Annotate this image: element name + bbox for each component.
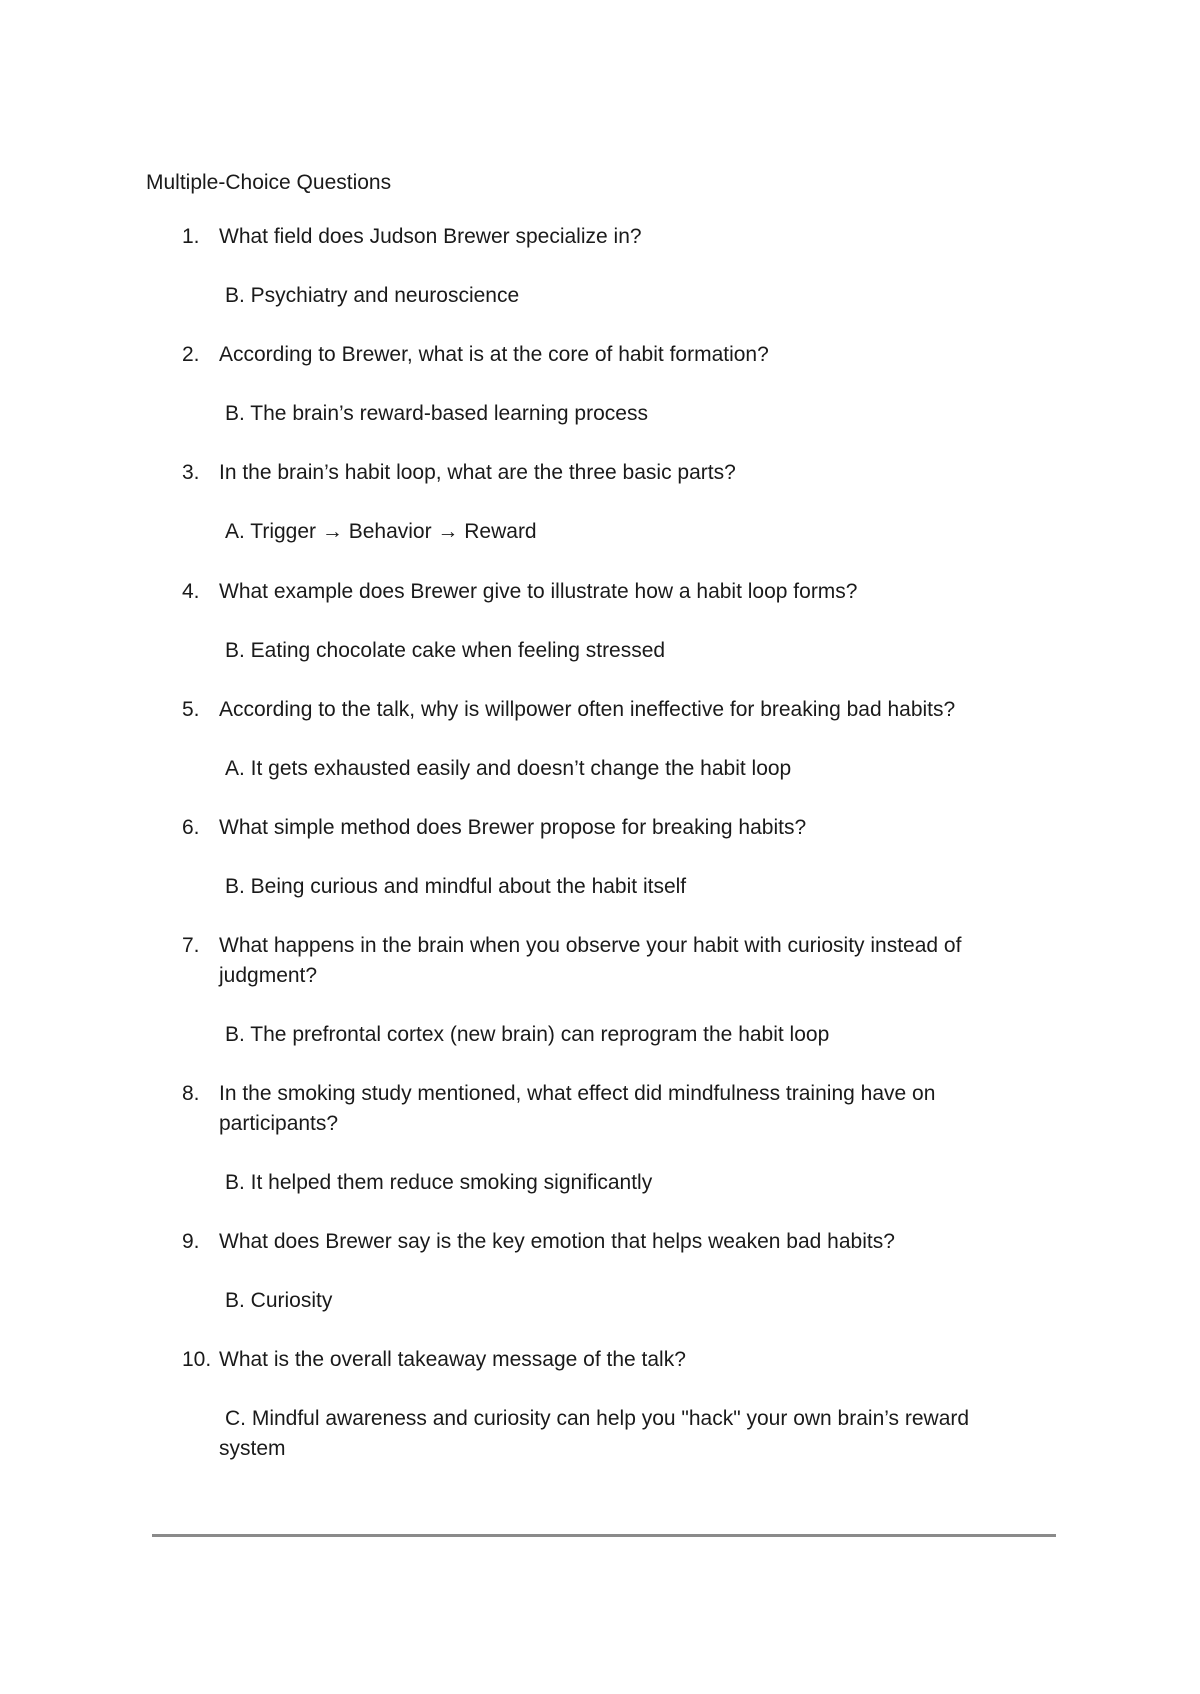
answer-text: A. Trigger → Behavior → Reward [225,520,537,543]
question-text: In the brain’s habit loop, what are the three basic parts? [219,461,736,484]
question-text: In the smoking study mentioned, what effect did mindfulness training have on participants? [219,1082,936,1135]
question-text: What field does Judson Brewer specialize in? [219,225,642,248]
answer-text: B. Psychiatry and neuroscience [225,284,520,307]
question-number: 8. [182,1082,200,1105]
answer-text: B. Eating chocolate cake when feeling stressed [225,639,666,662]
question-text: What does Brewer say is the key emotion that helps weaken bad habits? [219,1230,895,1253]
answer-text: B. It helped them reduce smoking significantly [225,1171,653,1194]
question-number: 3. [182,461,200,484]
question-text: According to the talk, why is willpower often ineffective for breaking bad habits? [219,698,956,721]
question-text: What example does Brewer give to illustrate how a habit loop forms? [219,580,858,603]
question-number: 2. [182,343,200,366]
question-text: What is the overall takeaway message of the talk? [219,1348,686,1371]
question-number: 7. [182,934,200,957]
question-number: 9. [182,1230,200,1253]
horizontal-divider [152,1534,1056,1537]
question-number: 4. [182,580,200,603]
answer-text: B. Being curious and mindful about the habit itself [225,875,687,898]
question-number: 6. [182,816,200,839]
answer-text: B. Curiosity [225,1289,333,1312]
question-text: According to Brewer, what is at the core of habit formation? [219,343,769,366]
answer-text: A. It gets exhausted easily and doesn’t change the habit loop [225,757,792,780]
question-number: 10. [182,1348,212,1371]
answer-text: C. Mindful awareness and curiosity can help you "hack" your own brain’s reward system [219,1407,970,1460]
question-text: What simple method does Brewer propose for breaking habits? [219,816,807,839]
answer-text: B. The prefrontal cortex (new brain) can reprogram the habit loop [225,1023,830,1046]
question-number: 5. [182,698,200,721]
answer-text: B. The brain’s reward-based learning process [225,402,648,425]
question-number: 1. [182,225,200,248]
question-text: What happens in the brain when you observe your habit with curiosity instead of judgment? [219,934,962,987]
document-title: Multiple-Choice Questions [146,171,392,194]
